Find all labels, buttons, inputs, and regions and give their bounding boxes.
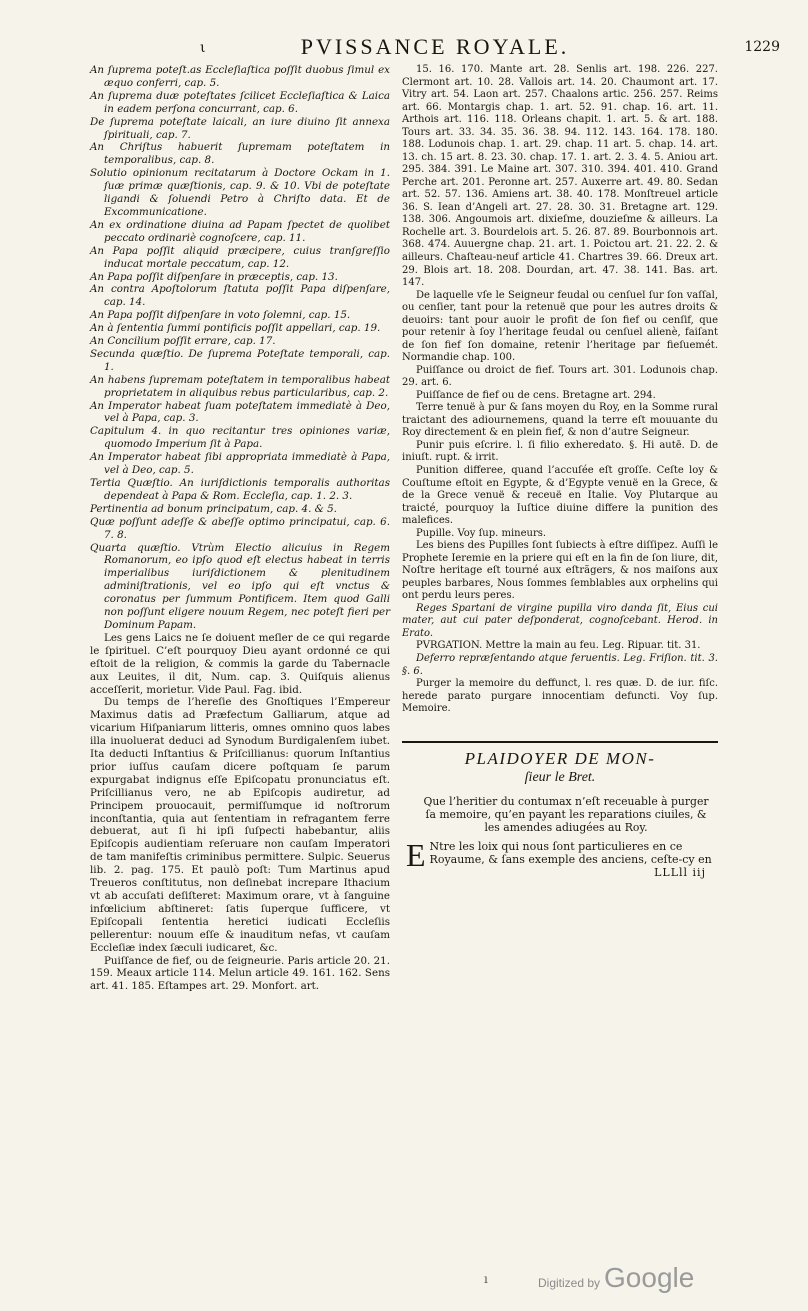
paragraph: PVRGATION. Mettre la main au feu. Leg. Ripuar. tit. 31. bbox=[416, 640, 701, 652]
paragraph: Purger la memoire du deffunct, l. res quæ. D. de iur. fiſc. herede parato purgare innocentiam defuncti. Voy ſup. Memoire. bbox=[402, 678, 718, 715]
paragraph: Puiſſance de fief ou de cens. Bretagne art. 294. bbox=[416, 389, 656, 401]
paragraph: De laquelle vſe le Seigneur feudal ou cenſuel ſur ſon vaſſal, ou cenſier, tant pour la retenuë que pour les autres droits & deuoirs: tant pour auoir le profit de ſon fief ou cenſif, que pour retenir à ſoy l’heritage feudal ou cenſuel alienè, faiſant de ſon fief ſon domaine, retenir l’heritage par fieſuemét. Normandie chap. 100. bbox=[402, 289, 718, 364]
paragraph: Solutio opinionum recitatarum à Doctore Ockam in 1. ſuæ primæ quæſtionis, cap. 9. & 10. Vbi de poteſtate ligandi & ſoluendi Petro à Chriſto data. Et de Excommunicatione. bbox=[90, 167, 390, 218]
signature-mark: LLLll iij bbox=[654, 866, 706, 879]
paragraph: An Papa poſſit aliquid præcipere, cuius tranſgreſſio inducat mortale peccatum, cap. 12. bbox=[90, 244, 390, 270]
section-summary: Que l’heritier du contumax n’eſt receuable à purger ſa memoire, qu’en payant les reparations ciuiles, & les amendes adiugées au Roy. bbox=[423, 795, 709, 834]
paragraph: An Imperator habeat ſibi appropriata immediatè à Papa, vel à Deo, cap. 5. bbox=[90, 451, 390, 477]
paragraph: An Concilium poſſit errare, cap. 17. bbox=[90, 335, 276, 348]
paragraph: De ſuprema poteſtate laicali, an iure diuino ſit annexa ſpirituali, cap. 7. bbox=[90, 115, 390, 141]
paragraph: An ex ordinatione diuina ad Papam ſpectet de quolibet peccato ordinariè cognoſcere, cap. 11. bbox=[90, 218, 390, 244]
paragraph: Les gens Laics ne ſe doiuent meſler de ce qui regarde le ſpirituel. C’eſt pourquoy Dieu ayant ordonné ce qui eſtoit de la religion, & commis la garde du Tabernacle aux Leuites, il dit, Num. cap. 3. Quiſquis alienus acceſſerit, morietur. Vide Paul. Fag. ibid. bbox=[90, 631, 390, 696]
paragraph: An ſuprema poteſt.as Eccleſiaſtica poſſit duobus ſimul ex æquo conferri, cap. 5. bbox=[90, 64, 390, 89]
paragraph: Quarta quæſtio. Vtrùm Electio alicuius in Regem Romanorum, eo ipſo quod eſt electus habeat in terris imperialibus iuriſdictionem & plenitudinem adminiſtrationis, vel eo ipſo qui eſt vnctus & coronatus per ſummum Pontificem. Item quod Galli non poſſunt eligere nouum Regem, nec poteſt fieri per Dominum Papam. bbox=[90, 541, 390, 631]
paragraph: An Papa poſſit diſpenſare in præceptis, cap. 13. bbox=[90, 270, 338, 283]
opening-text: Ntre les loix qui nous ſont particulieres en ce Royaume, & ſans exemple des anciens, ceſte-cy en bbox=[429, 840, 712, 866]
paragraph: 15. 16. 170. Mante art. 28. Senlis art. 198. 226. 227. Clermont art. 10. 28. Vallois art. 14. 20. Chaumont art. 17. Vitry art. 54. Laon art. 257. Chaalons artic. 256. 257. Reims art. 66. Montargis chap. 1. art. 52. 91. chap. 16. art. 11. Arthois art. 116. 118. Orleans chapit. 1. art. 5. & art. 188. Tours art. 33. 34. 35. 36. 38. 94. 112. 143. 164. 178. 180. 188. Lodunois chap. 1. art. 29. chap. 11 art. 5. chap. 14. art. 13. ch. 15 art. 8. 23. 30. chap. 17. 1. art. 2. 3. 4. 5. Aniou art. 295. 384. 391. Le Maine art. 307. 310. 394. 401. 410. Grand Perche art. 201. Peronne art. 257. Auxerre art. 49. 80. Sedan art. 52. 57. 136. Amiens art. 38. 40. 178. Monſtreuel article 36. S. Iean d’Angeli art. 27. 28. 30. 31. Bretagne art. 129. 138. 306. Angoumois art. dixieſme, douzieſme & ailleurs. La Rochelle art. 3. Bourdelois art. 5. 26. 87. 89. Bourbonnois art. 368. 474. Auuergne chap. 21. art. 1. Poictou art. 21. 22. 2. & ailleurs. Chaſteau-neuf article 41. Chartres 39. 66. Dreux art. 29. Blois art. 18. 208. Dourdan, art. 47. 38. 141. Bas. art. 147. bbox=[402, 64, 718, 289]
page-number: 1229 bbox=[744, 39, 780, 55]
right-column bbox=[402, 64, 718, 716]
paragraph: An à ſententia ſummi pontificis poſſit appellari, cap. 19. bbox=[90, 322, 381, 335]
paragraph: An Papa poſſit diſpenſare in voto ſolemni, cap. 15. bbox=[90, 309, 351, 322]
section-opening bbox=[402, 837, 718, 879]
paragraph: Terre tenuë à pur & ſans moyen du Roy, en la Somme rural traictant des adiournemens, quand la terre eſt mouuante du Roy directement & en plein fief, & non d’autre Seigneur. bbox=[402, 402, 718, 439]
paragraph: Punition differee, quand l’accuſée eſt groſſe. Ceſte loy & Couſtume eſtoit en Egypte, & d’Egypte venuë en la Grece, & de la Grece venuë & receuë en Italie. Voy Plutarque au traicté, pourquoy la Iuſtice diuine differe la punition des malefices. bbox=[402, 465, 718, 527]
digitized-watermark bbox=[538, 1262, 694, 1294]
paragraph: Capitulum 4. in quo recitantur tres opiniones variæ, quomodo Imperium ſit à Papa. bbox=[90, 425, 390, 451]
paragraph: Puiſſance ou droict de fief. Tours art. 301. Lodunois chap. 29. art. 6. bbox=[402, 364, 718, 389]
section-title: PLAIDOYER DE MON- bbox=[464, 749, 656, 768]
paragraph: Les biens des Pupilles ſont ſubiects à eſtre diſſipez. Auſſi le Prophete Ieremie en la priere qui eſt en la fin de ſon liure, dit, Noſtre heritage eſt tourné aux eſtrãgers, & nos maiſons aux peuples barbares, Nous ſommes ſemblables aux orphelins qui ont perdu leurs peres. bbox=[402, 540, 718, 602]
watermark-prefix: Digitized by bbox=[538, 1276, 601, 1290]
paragraph: Quæ poſſunt adeſſe & abeſſe optimo principatui, cap. 6. 7. 8. bbox=[90, 515, 390, 541]
page-title: PVISSANCE ROYALE. bbox=[300, 34, 570, 59]
header-ornament: ι bbox=[200, 40, 206, 56]
paragraph: Deferro repræſentando atque feruentis. Leg. Friſion. tit. 3. §. 6. bbox=[402, 652, 718, 677]
paragraph: Pupille. Voy ſup. mineurs. bbox=[416, 527, 547, 539]
paragraph: Puiſſance de fief, ou de ſeigneurie. Paris article 20. 21. 159. Meaux article 114. Melun article 49. 161. 162. Sens art. 41. 185. Eſtampes art. 29. Monfort. art. bbox=[90, 954, 390, 993]
paragraph: An Chriſtus habuerit ſupremam poteſtatem in temporalibus, cap. 8. bbox=[90, 141, 390, 167]
paragraph: Tertia Quæſtio. An iuriſdictionis temporalis authoritas dependeat à Papa & Rom. Eccleſia, cap. 1. 2. 3. bbox=[90, 477, 390, 502]
running-header bbox=[90, 34, 780, 64]
drop-cap: E bbox=[406, 837, 426, 873]
section-subtitle: ſieur le Bret. bbox=[524, 770, 596, 785]
paragraph: Punir puis eſcrire. l. ſi filio exheredato. §. Hi autē. D. de iniuſt. rupt. & irrit. bbox=[402, 439, 718, 464]
page-speck: ı bbox=[484, 1272, 488, 1286]
paragraph: An contra Apoſtolorum ſtatuta poſſit Papa diſpenſare, cap. 14. bbox=[90, 283, 390, 309]
paragraph: Secunda quæſtio. De ſuprema Poteſtate temporali, cap. 1. bbox=[90, 347, 390, 373]
paragraph: Du temps de l’hereſie des Gnoſtiques l’Empereur Maximus datis ad Præfectum Galliarum, atque ad vicarium Hiſpaniarum litteris, omnes omnino quos labes illa inuoluerat deduci ad Synodum Burdigalenſem iubet. Ita deducti Inſtantius & Priſcillianus: quorum Inſtantius prior iuſſus cauſam dicere poſtquam ſe parum expurgabat indignus eſſe Epiſcopatu pronunciatus eſt. Priſcillianus vero, ne ab Epiſcopis audiretur, ad Principem prouocauit, permiſſumque id noſtrorum inconſtantia, quia aut ſententiam in refragantem ferre debuerat, aut ſi hi ipſi ſuſpecti habebantur, aliis Epiſcopis audientiam reſeruare non cauſam Imperatori de tam manifeſtis criminibus permittere. Sulpic. Seuerus lib. 2. pag. 175. Et paulò poſt: Tum Martinus apud Treueros conſtitutus, non deſinebat increpare Ithacium vt ab accuſati deſiſteret: Maximum orare, vt à ſanguine infœlicium abſtineret: ſatis ſuperque ſufficere, vt Epiſcopali ſententia heretici iudicati Eccleſiis pellerentur: nouum eſſe & inauditum nefas, vt cauſam Eccleſiæ index ſæculi iudicaret, &c. bbox=[90, 696, 390, 954]
paragraph: An ſuprema duæ poteſtates ſcilicet Eccleſiaſtica & Laica in eadem perſona concurrant, cap. 6. bbox=[90, 89, 390, 115]
google-logo: Google bbox=[604, 1262, 695, 1293]
paragraph: Pertinentia ad bonum principatum, cap. 4. & 5. bbox=[90, 502, 337, 515]
paragraph: Reges Spartani de virgine pupilla viro danda ſit, Eius cui mater, aut cui pater deſponderat, cognoſcebant. Herod. in Erato. bbox=[402, 602, 718, 639]
left-column bbox=[90, 64, 390, 993]
paragraph: An Imperator habeat ſuam poteſtatem immediatè à Deo, vel à Papa, cap. 3. bbox=[90, 399, 390, 425]
paragraph: An habens ſupremam poteſtatem in temporalibus habeat proprietatem in aliquibus rebus particularibus, cap. 2. bbox=[90, 373, 390, 399]
section-divider bbox=[402, 741, 718, 743]
